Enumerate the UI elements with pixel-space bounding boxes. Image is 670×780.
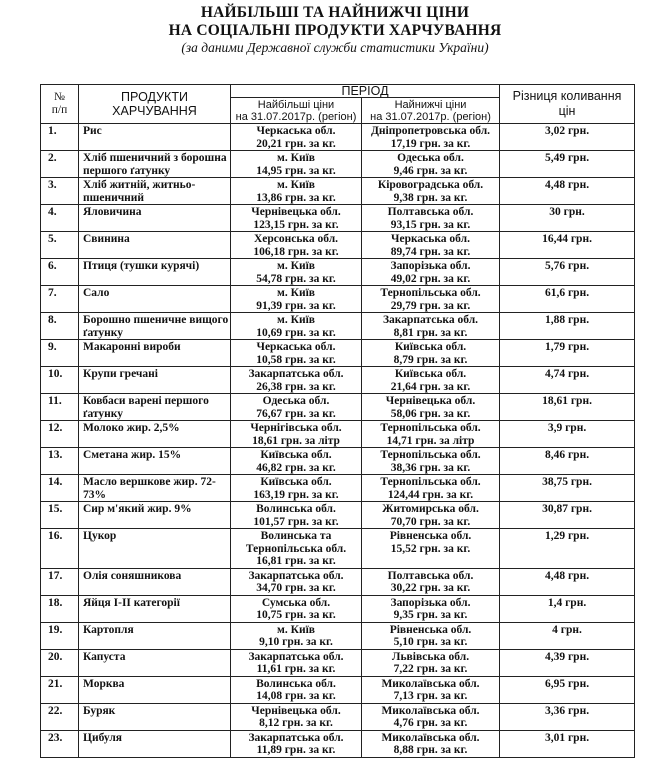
price-difference: 1,88 грн.	[500, 313, 635, 340]
lowest-price-line: Одеська обл.	[397, 152, 464, 164]
highest-price-line: 101,57 грн. за кг.	[253, 515, 339, 528]
row-number: 22.	[41, 703, 79, 730]
product-name	[79, 529, 231, 569]
highest-price-cell	[231, 232, 362, 259]
lowest-price-line: 5,10 грн. за кг.	[393, 636, 468, 648]
lowest-price-line: 124,44 грн. за кг.	[387, 488, 474, 501]
highest-price-line: м. Київ	[277, 623, 315, 636]
lowest-price-line: 8,79 грн. за кг.	[393, 353, 468, 366]
table-row	[41, 448, 635, 475]
highest-price-line: Тернопільська обл.	[245, 542, 347, 555]
product-name	[79, 448, 231, 475]
highest-price-cell	[231, 703, 362, 730]
product-name	[79, 703, 231, 730]
header-product	[79, 85, 231, 124]
header-product-line1: ПРОДУКТИ	[121, 90, 188, 104]
highest-price-line: 9,10 грн. за кг.	[259, 636, 333, 648]
lowest-price-cell	[362, 151, 500, 178]
header-period: ПЕРІОД	[231, 85, 500, 98]
lowest-price-line: Чернівецька обл.	[385, 395, 476, 407]
highest-price-line: 14,95 грн. за кг.	[256, 164, 336, 177]
row-number: 4.	[41, 205, 79, 232]
highest-price-cell	[231, 313, 362, 340]
header-price-difference	[500, 85, 635, 124]
product-name-line: Картопля	[83, 623, 134, 636]
row-number: 7.	[41, 286, 79, 313]
product-name	[79, 394, 231, 421]
header-diff-line2: цін	[558, 104, 576, 118]
header-diff-line1: Різниця коливання	[512, 89, 622, 103]
row-number: 5.	[41, 232, 79, 259]
price-difference: 30,87 грн.	[500, 502, 635, 529]
price-difference: 4,48 грн.	[500, 178, 635, 205]
price-difference: 4,48 грн.	[500, 568, 635, 595]
highest-price-cell	[231, 676, 362, 703]
product-name-line: Яйця І-ІІ категорії	[83, 596, 180, 609]
product-name-line: Молоко жир. 2,5%	[83, 422, 180, 434]
highest-price-line: Черкаська обл.	[256, 125, 336, 137]
highest-price-line: Волинська обл.	[256, 503, 336, 515]
table-row	[41, 367, 635, 394]
table-row	[41, 676, 635, 703]
highest-price-line: 8,12 грн. за кг.	[259, 717, 333, 729]
table-row	[41, 568, 635, 595]
lowest-price-line: 93,15 грн. за кг.	[390, 218, 471, 231]
row-number: 6.	[41, 259, 79, 286]
table-row	[41, 340, 635, 367]
row-number: 19.	[41, 622, 79, 649]
header-lowest-line1: Найнижчі ціни	[394, 98, 467, 111]
lowest-price-cell	[362, 178, 500, 205]
highest-price-cell	[231, 529, 362, 569]
table-row	[41, 595, 635, 622]
highest-price-line: 106,18 грн. за кг.	[253, 245, 339, 258]
highest-price-line: Черкаська обл.	[256, 341, 336, 353]
price-difference: 3,02 грн.	[500, 124, 635, 151]
highest-price-cell	[231, 568, 362, 595]
product-name-line: Цукор	[83, 530, 117, 542]
lowest-price-cell	[362, 595, 500, 622]
highest-price-line: 10,69 грн. за кг.	[256, 326, 336, 339]
product-name	[79, 568, 231, 595]
lowest-price-line: 9,38 грн. за кг.	[393, 191, 468, 204]
product-name-line: Буряк	[83, 704, 116, 717]
table-header	[41, 85, 635, 124]
lowest-price-cell	[362, 286, 500, 313]
lowest-price-cell	[362, 232, 500, 259]
lowest-price-cell	[362, 259, 500, 286]
product-name-line: першого ґатунку	[83, 164, 171, 177]
header-lowest-line2: на 31.07.2017р. (регіон)	[370, 110, 491, 123]
product-name-line: Морква	[83, 677, 125, 690]
lowest-price-cell	[362, 313, 500, 340]
price-table	[40, 84, 635, 758]
table-row	[41, 313, 635, 340]
highest-price-line: Закарпатська обл.	[248, 569, 344, 582]
product-name	[79, 340, 231, 367]
highest-price-line: Закарпатська обл.	[248, 368, 344, 380]
table-row	[41, 421, 635, 448]
product-name-line: Макаронні вироби	[83, 341, 181, 353]
highest-price-cell	[231, 367, 362, 394]
lowest-price-cell	[362, 124, 500, 151]
highest-price-line: 26,38 грн. за кг.	[256, 380, 336, 393]
row-number: 10.	[41, 367, 79, 394]
row-number: 1.	[41, 124, 79, 151]
header-product-line2: ХАРЧУВАННЯ	[112, 104, 197, 118]
product-name	[79, 649, 231, 676]
product-name-line: Олія соняшникова	[83, 569, 182, 582]
row-number: 20.	[41, 649, 79, 676]
lowest-price-line: Кіровоградська обл.	[377, 179, 484, 191]
highest-price-line: Чернівецька обл.	[251, 206, 341, 218]
lowest-price-cell	[362, 394, 500, 421]
price-difference: 3,9 грн.	[500, 421, 635, 448]
lowest-price-cell	[362, 703, 500, 730]
highest-price-line: Закарпатська обл.	[248, 650, 344, 663]
lowest-price-line: Черкаська обл.	[391, 233, 470, 245]
table-row	[41, 649, 635, 676]
header-highest-prices	[231, 98, 362, 124]
highest-price-line: 163,19 грн. за кг.	[253, 488, 339, 501]
price-difference: 16,44 грн.	[500, 232, 635, 259]
highest-price-line: Київська обл.	[260, 449, 332, 461]
product-name	[79, 259, 231, 286]
header-highest-line1: Найбільші ціни	[257, 98, 335, 111]
product-name-line: Цибуля	[83, 731, 123, 744]
highest-price-line: м. Київ	[277, 152, 315, 164]
price-difference: 3,01 грн.	[500, 730, 635, 757]
lowest-price-line: Полтавська обл.	[387, 206, 474, 218]
row-number: 13.	[41, 448, 79, 475]
row-number: 2.	[41, 151, 79, 178]
lowest-price-line: Миколаївська обл.	[381, 677, 480, 690]
product-name	[79, 730, 231, 757]
lowest-price-line: Рівненська обл.	[389, 530, 472, 542]
product-name-line: ґатунку	[83, 326, 124, 339]
table-row	[41, 622, 635, 649]
lowest-price-line: 30,22 грн. за кг.	[390, 582, 471, 594]
highest-price-cell	[231, 502, 362, 529]
lowest-price-line: 9,35 грн. за кг.	[393, 609, 468, 621]
product-name	[79, 367, 231, 394]
price-difference: 4 грн.	[500, 622, 635, 649]
product-name-line: ґатунку	[83, 407, 124, 420]
table-row	[41, 475, 635, 502]
price-difference: 30 грн.	[500, 205, 635, 232]
price-difference: 1,4 грн.	[500, 595, 635, 622]
lowest-price-line: Житомирська обл.	[382, 503, 479, 515]
lowest-price-line: Рівненська обл.	[389, 623, 472, 636]
lowest-price-line: Київська обл.	[394, 368, 467, 380]
highest-price-line: м. Київ	[277, 287, 315, 299]
price-difference: 5,76 грн.	[500, 259, 635, 286]
lowest-price-line: 14,71 грн. за літр	[386, 434, 475, 447]
product-name-line: Крупи гречані	[83, 368, 158, 380]
highest-price-line: 123,15 грн. за кг.	[253, 218, 339, 231]
product-name-line: Капуста	[83, 650, 126, 663]
price-difference: 8,46 грн.	[500, 448, 635, 475]
lowest-price-line: 17,19 грн. за кг.	[390, 137, 471, 150]
table-row	[41, 205, 635, 232]
highest-price-cell	[231, 124, 362, 151]
highest-price-line: Київська обл.	[260, 476, 332, 488]
product-name-line: Свинина	[83, 233, 130, 245]
product-name-line: Хліб житній, житньо-	[83, 179, 196, 191]
row-number: 8.	[41, 313, 79, 340]
highest-price-line: 91,39 грн. за кг.	[256, 299, 336, 312]
table-row	[41, 286, 635, 313]
highest-price-line: 20,21 грн. за кг.	[256, 137, 336, 150]
highest-price-line: 18,61 грн. за літр	[252, 434, 340, 447]
product-name-line: Хліб пшеничний з борошна	[83, 152, 227, 164]
highest-price-line: 10,58 грн. за кг.	[256, 353, 336, 366]
highest-price-cell	[231, 595, 362, 622]
lowest-price-line: 89,74 грн. за кг.	[390, 245, 471, 258]
table-row	[41, 232, 635, 259]
highest-price-line: м. Київ	[277, 314, 315, 326]
price-difference: 1,29 грн.	[500, 529, 635, 569]
highest-price-cell	[231, 448, 362, 475]
row-number: 23.	[41, 730, 79, 757]
lowest-price-line: 7,13 грн. за кг.	[393, 690, 468, 702]
document-title-line2: НА СОЦІАЛЬНІ ПРОДУКТИ ХАРЧУВАННЯ	[168, 22, 502, 39]
highest-price-line: Закарпатська обл.	[248, 731, 344, 744]
highest-price-line: 34,70 грн. за кг.	[256, 582, 336, 594]
highest-price-cell	[231, 286, 362, 313]
highest-price-cell	[231, 178, 362, 205]
highest-price-line: 76,67 грн. за кг.	[256, 407, 336, 420]
lowest-price-line: Львівська обл.	[391, 650, 470, 663]
header-number	[41, 85, 79, 124]
table-row	[41, 394, 635, 421]
product-name	[79, 313, 231, 340]
row-number: 17.	[41, 568, 79, 595]
table-row	[41, 178, 635, 205]
highest-price-line: Волинська обл.	[256, 677, 336, 690]
header-lowest-prices	[362, 98, 500, 124]
product-name	[79, 232, 231, 259]
table-row	[41, 703, 635, 730]
lowest-price-line: Київська обл.	[394, 341, 467, 353]
price-difference: 61,6 грн.	[500, 286, 635, 313]
highest-price-line: 11,61 грн. за кг.	[256, 663, 336, 675]
lowest-price-line: 38,36 грн. за кг.	[390, 461, 471, 474]
lowest-price-cell	[362, 448, 500, 475]
product-name	[79, 622, 231, 649]
product-name-line: Яловичина	[83, 206, 142, 218]
lowest-price-line: Дніпропетровська обл.	[370, 125, 491, 137]
highest-price-cell	[231, 649, 362, 676]
row-number: 9.	[41, 340, 79, 367]
table-row	[41, 730, 635, 757]
lowest-price-line: Полтавська обл.	[387, 569, 474, 582]
table-row	[41, 502, 635, 529]
header-number-line2: п/п	[51, 104, 68, 116]
product-name	[79, 286, 231, 313]
document-subtitle: (за даними Державної служби статистики України)	[181, 40, 489, 55]
lowest-price-line: 70,70 грн. за кг.	[390, 515, 471, 528]
product-name	[79, 676, 231, 703]
lowest-price-cell	[362, 676, 500, 703]
table-body	[41, 124, 635, 758]
highest-price-line: 46,82 грн. за кг.	[256, 461, 336, 474]
lowest-price-line: 58,06 грн. за кг.	[390, 407, 471, 420]
lowest-price-line: 29,79 грн. за кг.	[390, 299, 471, 312]
highest-price-cell	[231, 259, 362, 286]
lowest-price-line: 8,88 грн. за кг.	[393, 744, 468, 756]
highest-price-cell	[231, 394, 362, 421]
product-name-line: пшеничний	[83, 191, 145, 204]
price-difference: 5,49 грн.	[500, 151, 635, 178]
row-number: 18.	[41, 595, 79, 622]
product-name-line: Птиця (тушки курячі)	[83, 260, 200, 272]
highest-price-line: 54,78 грн. за кг.	[256, 272, 336, 285]
highest-price-line: Чернівецька обл.	[251, 704, 341, 717]
lowest-price-cell	[362, 367, 500, 394]
lowest-price-line: 21,64 грн. за кг.	[390, 380, 471, 393]
lowest-price-cell	[362, 730, 500, 757]
highest-price-cell	[231, 340, 362, 367]
price-difference: 6,95 грн.	[500, 676, 635, 703]
highest-price-line: Волинська та	[260, 530, 332, 542]
row-number: 12.	[41, 421, 79, 448]
highest-price-cell	[231, 205, 362, 232]
price-difference: 4,39 грн.	[500, 649, 635, 676]
lowest-price-cell	[362, 568, 500, 595]
lowest-price-line: 4,76 грн. за кг.	[393, 717, 468, 729]
highest-price-line: Одеська обл.	[262, 395, 330, 407]
table-row	[41, 124, 635, 151]
lowest-price-cell	[362, 649, 500, 676]
highest-price-line: 10,75 грн. за кг.	[256, 609, 336, 621]
lowest-price-cell	[362, 421, 500, 448]
lowest-price-cell	[362, 502, 500, 529]
product-name	[79, 421, 231, 448]
highest-price-line: 13,86 грн. за кг.	[256, 191, 336, 204]
lowest-price-line: 15,52 грн. за кг.	[390, 542, 471, 555]
product-name	[79, 475, 231, 502]
lowest-price-cell	[362, 529, 500, 569]
lowest-price-line: 7,22 грн. за кг.	[393, 663, 468, 675]
price-difference: 3,36 грн.	[500, 703, 635, 730]
lowest-price-line: Тернопільська обл.	[380, 449, 481, 461]
row-number: 14.	[41, 475, 79, 502]
price-difference: 4,74 грн.	[500, 367, 635, 394]
lowest-price-line: Тернопільська обл.	[380, 422, 481, 434]
price-difference: 38,75 грн.	[500, 475, 635, 502]
highest-price-cell	[231, 730, 362, 757]
lowest-price-line: Миколаївська обл.	[381, 731, 480, 744]
lowest-price-line: Тернопільська обл.	[380, 287, 481, 299]
lowest-price-cell	[362, 475, 500, 502]
lowest-price-line: 8,81 грн. за кг.	[393, 326, 468, 339]
lowest-price-line: 49,02 грн. за кг.	[390, 272, 471, 285]
highest-price-line: 14,08 грн. за кг.	[256, 690, 336, 702]
row-number: 3.	[41, 178, 79, 205]
lowest-price-line: 9,46 грн. за кг.	[393, 164, 468, 177]
table-row	[41, 259, 635, 286]
lowest-price-line: Миколаївська обл.	[381, 704, 480, 717]
highest-price-line: Херсонська обл.	[253, 233, 339, 245]
highest-price-cell	[231, 475, 362, 502]
highest-price-line: м. Київ	[277, 260, 315, 272]
header-highest-line2: на 31.07.2017р. (регіон)	[235, 110, 357, 123]
lowest-price-line: Тернопільська обл.	[380, 476, 481, 488]
lowest-price-cell	[362, 622, 500, 649]
lowest-price-cell	[362, 340, 500, 367]
row-number: 21.	[41, 676, 79, 703]
product-name-line: Сало	[83, 287, 110, 299]
highest-price-line: Сумська обл.	[261, 596, 331, 609]
price-difference: 18,61 грн.	[500, 394, 635, 421]
product-name	[79, 205, 231, 232]
product-name	[79, 151, 231, 178]
table-row	[41, 151, 635, 178]
row-number: 15.	[41, 502, 79, 529]
product-name	[79, 502, 231, 529]
highest-price-line: 16,81 грн. за кг.	[256, 555, 336, 567]
table-row	[41, 529, 635, 569]
header-number-line1: №	[54, 91, 65, 103]
highest-price-line: м. Київ	[277, 179, 315, 191]
product-name-line: 73%	[83, 488, 106, 501]
highest-price-line: Чернігівська обл.	[250, 422, 342, 434]
lowest-price-line: Запорізька обл.	[390, 260, 471, 272]
row-number: 11.	[41, 394, 79, 421]
product-name	[79, 124, 231, 151]
document-title-line1: НАЙБІЛЬШІ ТА НАЙНИЖЧІ ЦІНИ	[200, 4, 470, 21]
product-name-line: Ковбаси варені першого	[83, 395, 209, 407]
row-number: 16.	[41, 529, 79, 569]
product-name-line: Сметана жир. 15%	[83, 449, 182, 461]
product-name-line: Сир м'який жир. 9%	[83, 503, 192, 515]
lowest-price-line: Запорізька обл.	[390, 596, 471, 609]
product-name	[79, 178, 231, 205]
lowest-price-line: Закарпатська обл.	[382, 314, 479, 326]
highest-price-line: 11,89 грн. за кг.	[256, 744, 336, 756]
lowest-price-cell	[362, 205, 500, 232]
price-difference: 1,79 грн.	[500, 340, 635, 367]
highest-price-cell	[231, 622, 362, 649]
product-name-line: Масло вершкове жир. 72-	[83, 476, 216, 488]
product-name	[79, 595, 231, 622]
highest-price-cell	[231, 421, 362, 448]
product-name-line: Борошно пшеничне вищого	[83, 314, 229, 326]
product-name-line: Рис	[83, 125, 102, 137]
highest-price-cell	[231, 151, 362, 178]
